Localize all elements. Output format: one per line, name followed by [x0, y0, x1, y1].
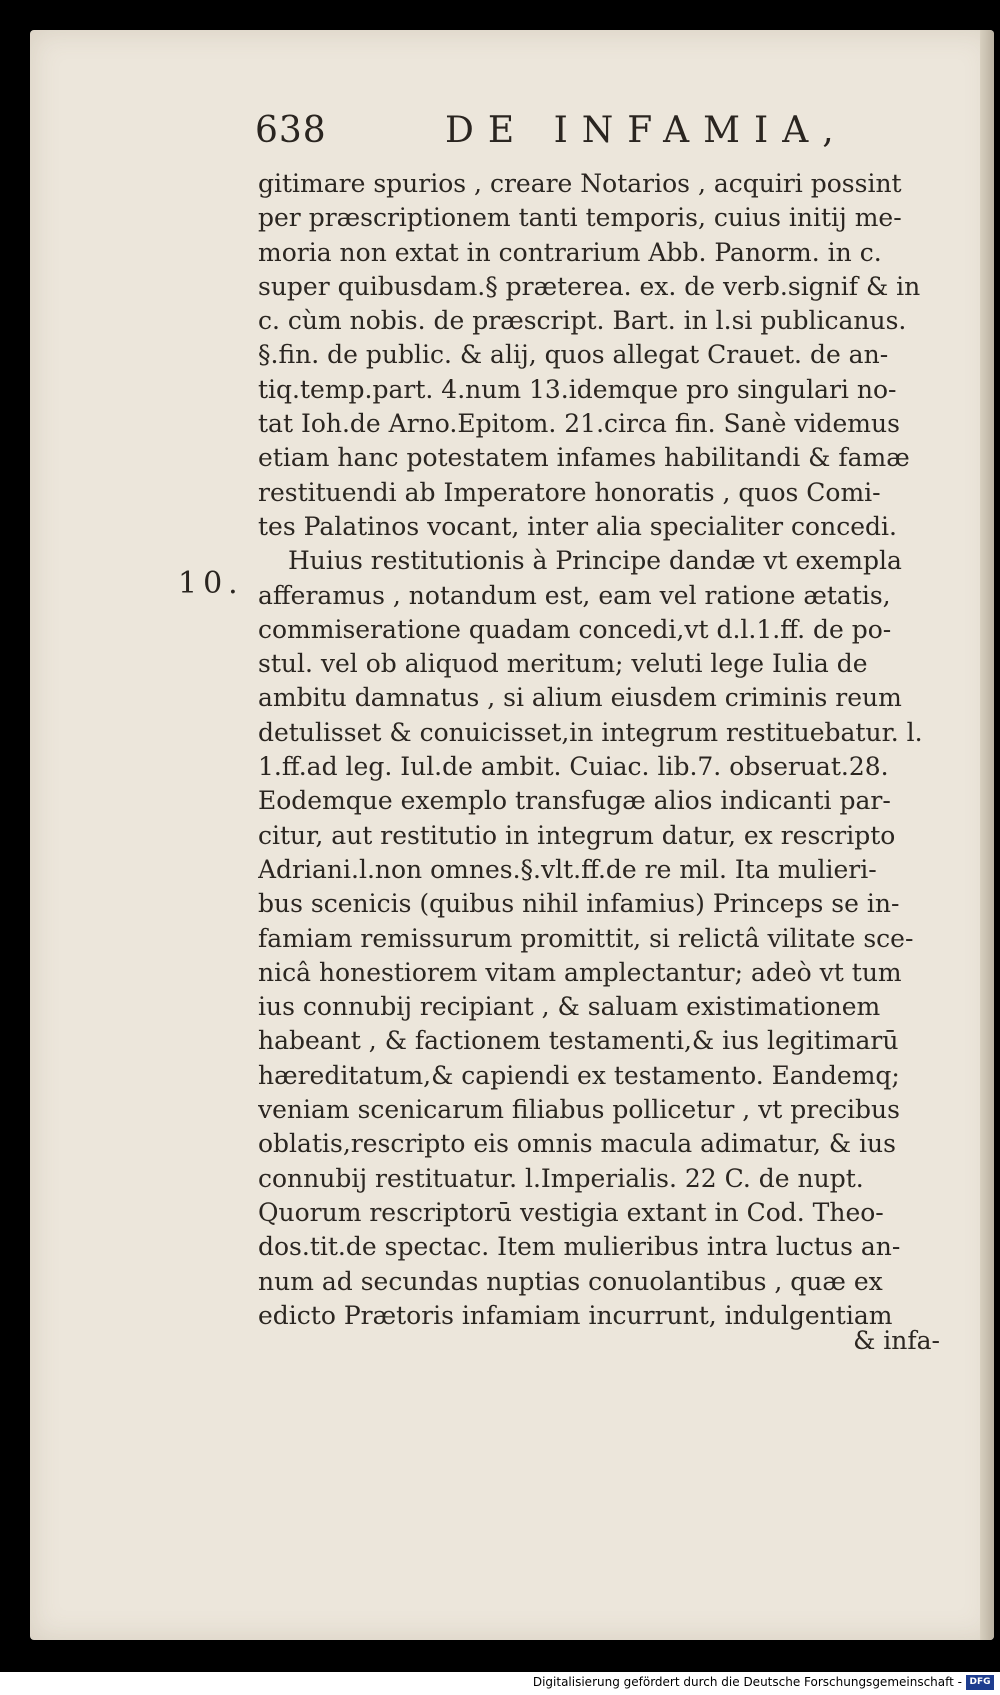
text-line: Quorum rescriptorū vestigia extant in Cod. Theo- [258, 1197, 884, 1227]
text-line: ambitu damnatus , si alium eiusdem criminis reum [258, 683, 902, 713]
text-line: veniam scenicarum filiabus pollicetur , vt precibus [258, 1095, 900, 1125]
text-line: 1.ff.ad leg. Iul.de ambit. Cuiac. lib.7. obseruat.28. [258, 752, 889, 782]
text-line: tes Palatinos vocant, inter alia specialiter concedi. [258, 511, 897, 541]
text-line: c. cùm nobis. de præscript. Bart. in l.si publicanus. [258, 306, 907, 336]
text-line: edicto Prætoris infamiam incurrunt, indulgentiam [258, 1300, 893, 1330]
text-line: dos.tit.de spectac. Item mulieribus intra luctus an- [258, 1232, 901, 1262]
text-line: habeant , & factionem testamenti,& ius legitimarū [258, 1026, 899, 1056]
text-line: num ad secundas nuptias conuolantibus , quæ ex [258, 1266, 883, 1296]
text-line: afferamus , notandum est, eam vel ratione ætatis, [258, 580, 891, 610]
text-line: super quibusdam.§ præterea. ex. de verb.signif & in [258, 271, 921, 301]
text-line: Adriani.l.non omnes.§.vlt.ff.de re mil. Ita mulieri- [258, 854, 877, 884]
text-line: restituendi ab Imperatore honoratis , quos Comi- [258, 477, 881, 507]
footer-credit: Digitalisierung gefördert durch die Deutsche Forschungsgemeinschaft - [532, 1675, 962, 1689]
text-line: stul. vel ob aliquod meritum; veluti lege Iulia de [258, 649, 868, 679]
page-number: 638 [255, 110, 327, 151]
text-line: hæreditatum,& capiendi ex testamento. Eandemq; [258, 1060, 900, 1090]
dfg-logo: DFG [966, 1675, 994, 1690]
text-line: Eodemque exemplo transfugæ alios indicanti par- [258, 786, 891, 816]
text-line: gitimare spurios , creare Notarios , acquiri possint [258, 169, 902, 198]
text-line: bus scenicis (quibus nihil infamius) Princeps se in- [258, 889, 900, 919]
text-line: detulisset & conuicisset,in integrum restituebatur. l. [258, 717, 923, 747]
text-line: ius connubij recipiant , & saluam existimationem [258, 992, 881, 1022]
text-line: famiam remissurum promittit, si relictâ vilitate sce- [258, 923, 914, 953]
catchword: & infa- [853, 1326, 940, 1355]
text-line: oblatis,rescripto eis omnis macula adimatur, & ius [258, 1129, 896, 1159]
text-line: Huius restitutionis à Principe dandæ vt exempla [288, 546, 902, 576]
text-line: tat Ioh.de Arno.Epitom. 21.circa fin. Sanè videmus [258, 409, 900, 439]
text-line: connubij restituatur. l.Imperialis. 22 C. de nupt. [258, 1163, 864, 1193]
digitization-footer [0, 1672, 1000, 1695]
text-line: commiseratione quadam concedi,vt d.l.1.ff. de po- [258, 614, 892, 644]
running-title: DE INFAMIA, [445, 110, 848, 151]
text-line: etiam hanc potestatem infames habilitandi & famæ [258, 443, 910, 473]
margin-section-number: 10. [178, 566, 244, 601]
page-edge [980, 30, 994, 1640]
body-text [258, 167, 948, 1333]
text-line: nicâ honestiorem vitam amplectantur; adeò vt tum [258, 957, 902, 987]
text-line: tiq.temp.part. 4.num 13.idemque pro singulari no- [258, 374, 897, 404]
text-line: citur, aut restitutio in integrum datur, ex rescripto [258, 820, 896, 850]
text-line: §.fin. de public. & alij, quos allegat Crauet. de an- [258, 340, 889, 370]
text-line: per præscriptionem tanti temporis, cuius initij me- [258, 203, 902, 233]
text-line: moria non extat in contrarium Abb. Panorm. in c. [258, 237, 882, 267]
